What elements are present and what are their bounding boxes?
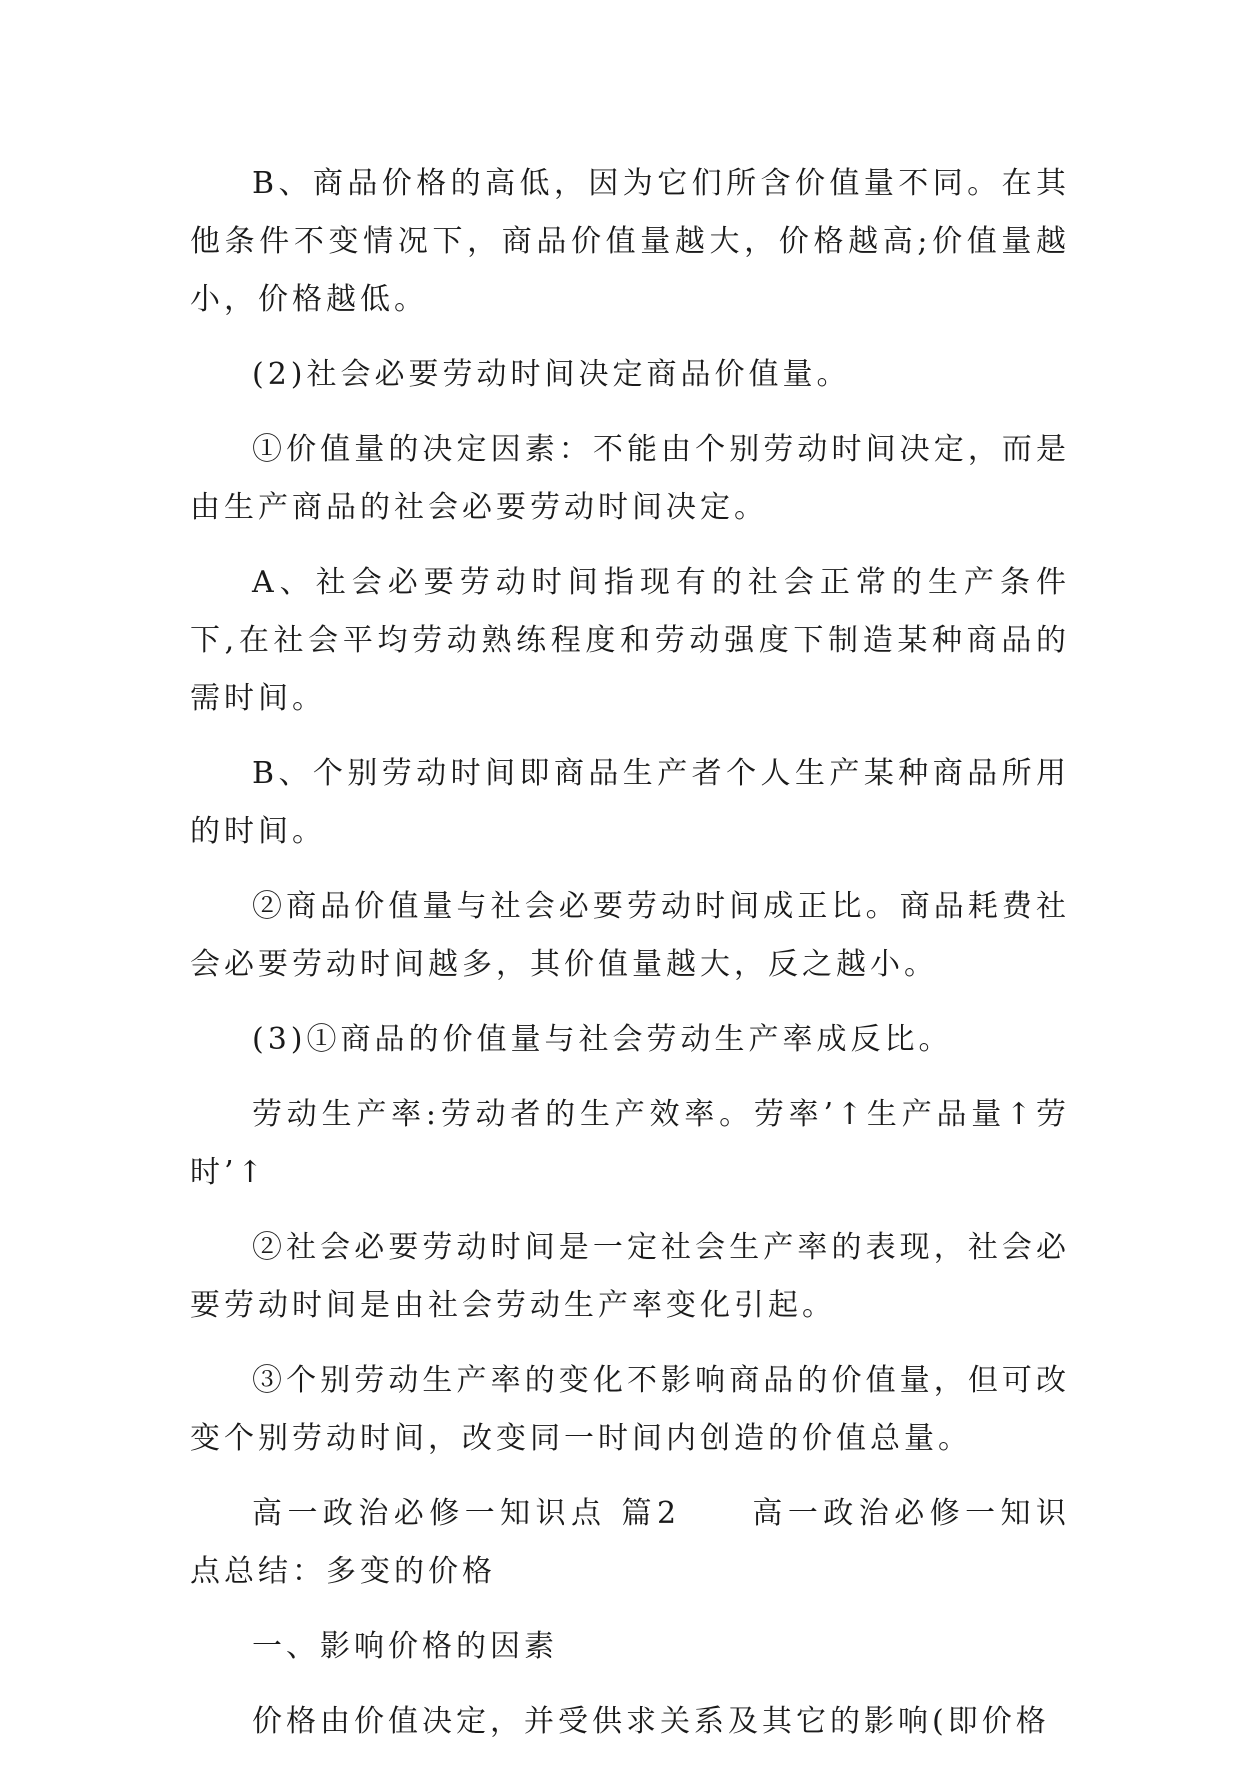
paragraph: 价格由价值决定，并受供求关系及其它的影响(即价格	[252, 1704, 1050, 1739]
paragraph: ①价值量的决定因素：不能由个别劳动时间决定，而是由生产商品的社会必要劳动时间决定。	[190, 432, 1070, 525]
paragraph: B、商品价格的高低，因为它们所含价值量不同。在其他条件不变情况下，商品价值量越大，价格越高;价值量越小，价格越低。	[190, 166, 1070, 317]
paragraph: ②社会必要劳动时间是一定社会生产率的表现，社会必要劳动时间是由社会劳动生产率变化引起。	[190, 1230, 1070, 1323]
subsection-heading: 一、影响价格的因素	[252, 1629, 558, 1664]
section-heading: 高一政治必修一知识点 篇2 高一政治必修一知识点总结：多变的价格	[190, 1496, 1070, 1589]
paragraph: A、社会必要劳动时间指现有的社会正常的生产条件下,在社会平均劳动熟练程度和劳动强度下制造某种商品的需时间。	[190, 565, 1070, 716]
paragraph: (2)社会必要劳动时间决定商品价值量。	[252, 357, 851, 392]
document-page	[190, 155, 1070, 1768]
paragraph: (3)①商品的价值量与社会劳动生产率成反比。	[252, 1022, 953, 1057]
paragraph: 劳动生产率:劳动者的生产效率。劳率’↑生产品量↑劳时’↑	[190, 1097, 1070, 1190]
paragraph: B、个别劳动时间即商品生产者个人生产某种商品所用的时间。	[190, 756, 1070, 849]
paragraph: ②商品价值量与社会必要劳动时间成正比。商品耗费社会必要劳动时间越多，其价值量越大，反之越小。	[190, 889, 1070, 982]
paragraph: ③个别劳动生产率的变化不影响商品的价值量，但可改变个别劳动时间，改变同一时间内创造的价值总量。	[190, 1363, 1070, 1456]
